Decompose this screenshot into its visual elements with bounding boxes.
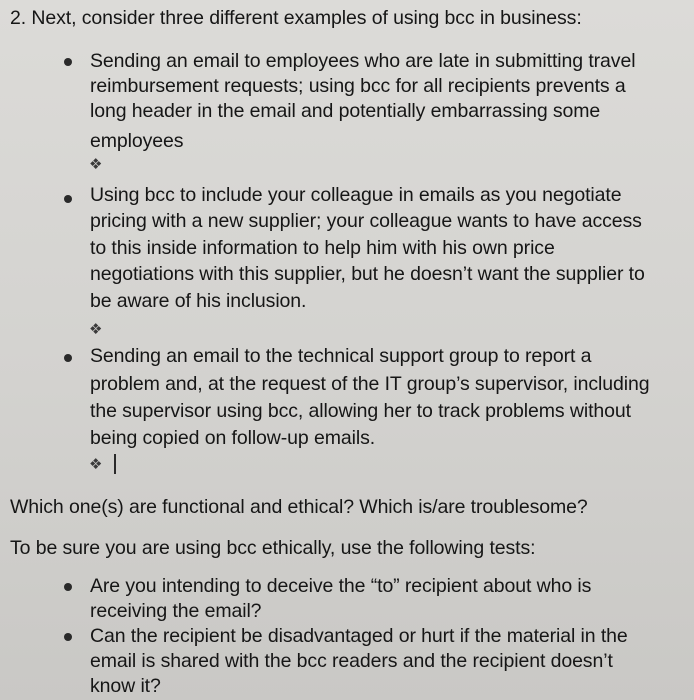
bullet-icon — [64, 195, 72, 203]
bullet-icon — [64, 354, 72, 362]
example-line: reimbursement requests; using bcc for all recipients prevents a — [90, 75, 626, 97]
example-line: long header in the email and potentially embarrassing some — [90, 100, 601, 122]
example-line: Using bcc to include your colleague in emails as you negotiate — [90, 184, 622, 206]
example-line: Sending an email to the technical support group to report a — [90, 345, 592, 367]
bullet-icon — [64, 58, 72, 66]
diamond-arrows-icon[interactable]: ❖ — [89, 155, 103, 173]
question-heading: 2. Next, consider three different examples of using bcc in business: — [10, 7, 582, 29]
example-line: to this inside information to help him with his own price — [90, 237, 555, 259]
question-prompt: To be sure you are using bcc ethically, use the following tests: — [10, 537, 536, 559]
test-line: know it? — [90, 675, 161, 697]
example-line: pricing with a new supplier; your colleague wants to have access — [90, 210, 642, 232]
diamond-arrows-icon[interactable]: ❖ — [89, 455, 103, 473]
test-line: Can the recipient be disadvantaged or hurt if the material in the — [90, 625, 628, 647]
example-line: negotiations with this supplier, but he doesn’t want the supplier to — [90, 263, 645, 285]
test-line: email is shared with the bcc readers and the recipient doesn’t — [90, 650, 613, 672]
example-line: problem and, at the request of the IT group’s supervisor, including — [90, 373, 650, 395]
bullet-icon — [64, 633, 72, 641]
question-prompt: Which one(s) are functional and ethical? Which is/are troublesome? — [10, 496, 588, 518]
example-line: the supervisor using bcc, allowing her to track problems without — [90, 400, 631, 422]
text-cursor — [114, 454, 116, 474]
example-line: Sending an email to employees who are late in submitting travel — [90, 50, 636, 72]
diamond-arrows-icon[interactable]: ❖ — [89, 320, 103, 338]
example-line: being copied on follow-up emails. — [90, 427, 376, 449]
bullet-icon — [64, 583, 72, 591]
test-line: Are you intending to deceive the “to” recipient about who is — [90, 575, 592, 597]
example-line: be aware of his inclusion. — [90, 290, 307, 312]
example-line: employees — [90, 130, 184, 152]
test-line: receiving the email? — [90, 600, 262, 622]
